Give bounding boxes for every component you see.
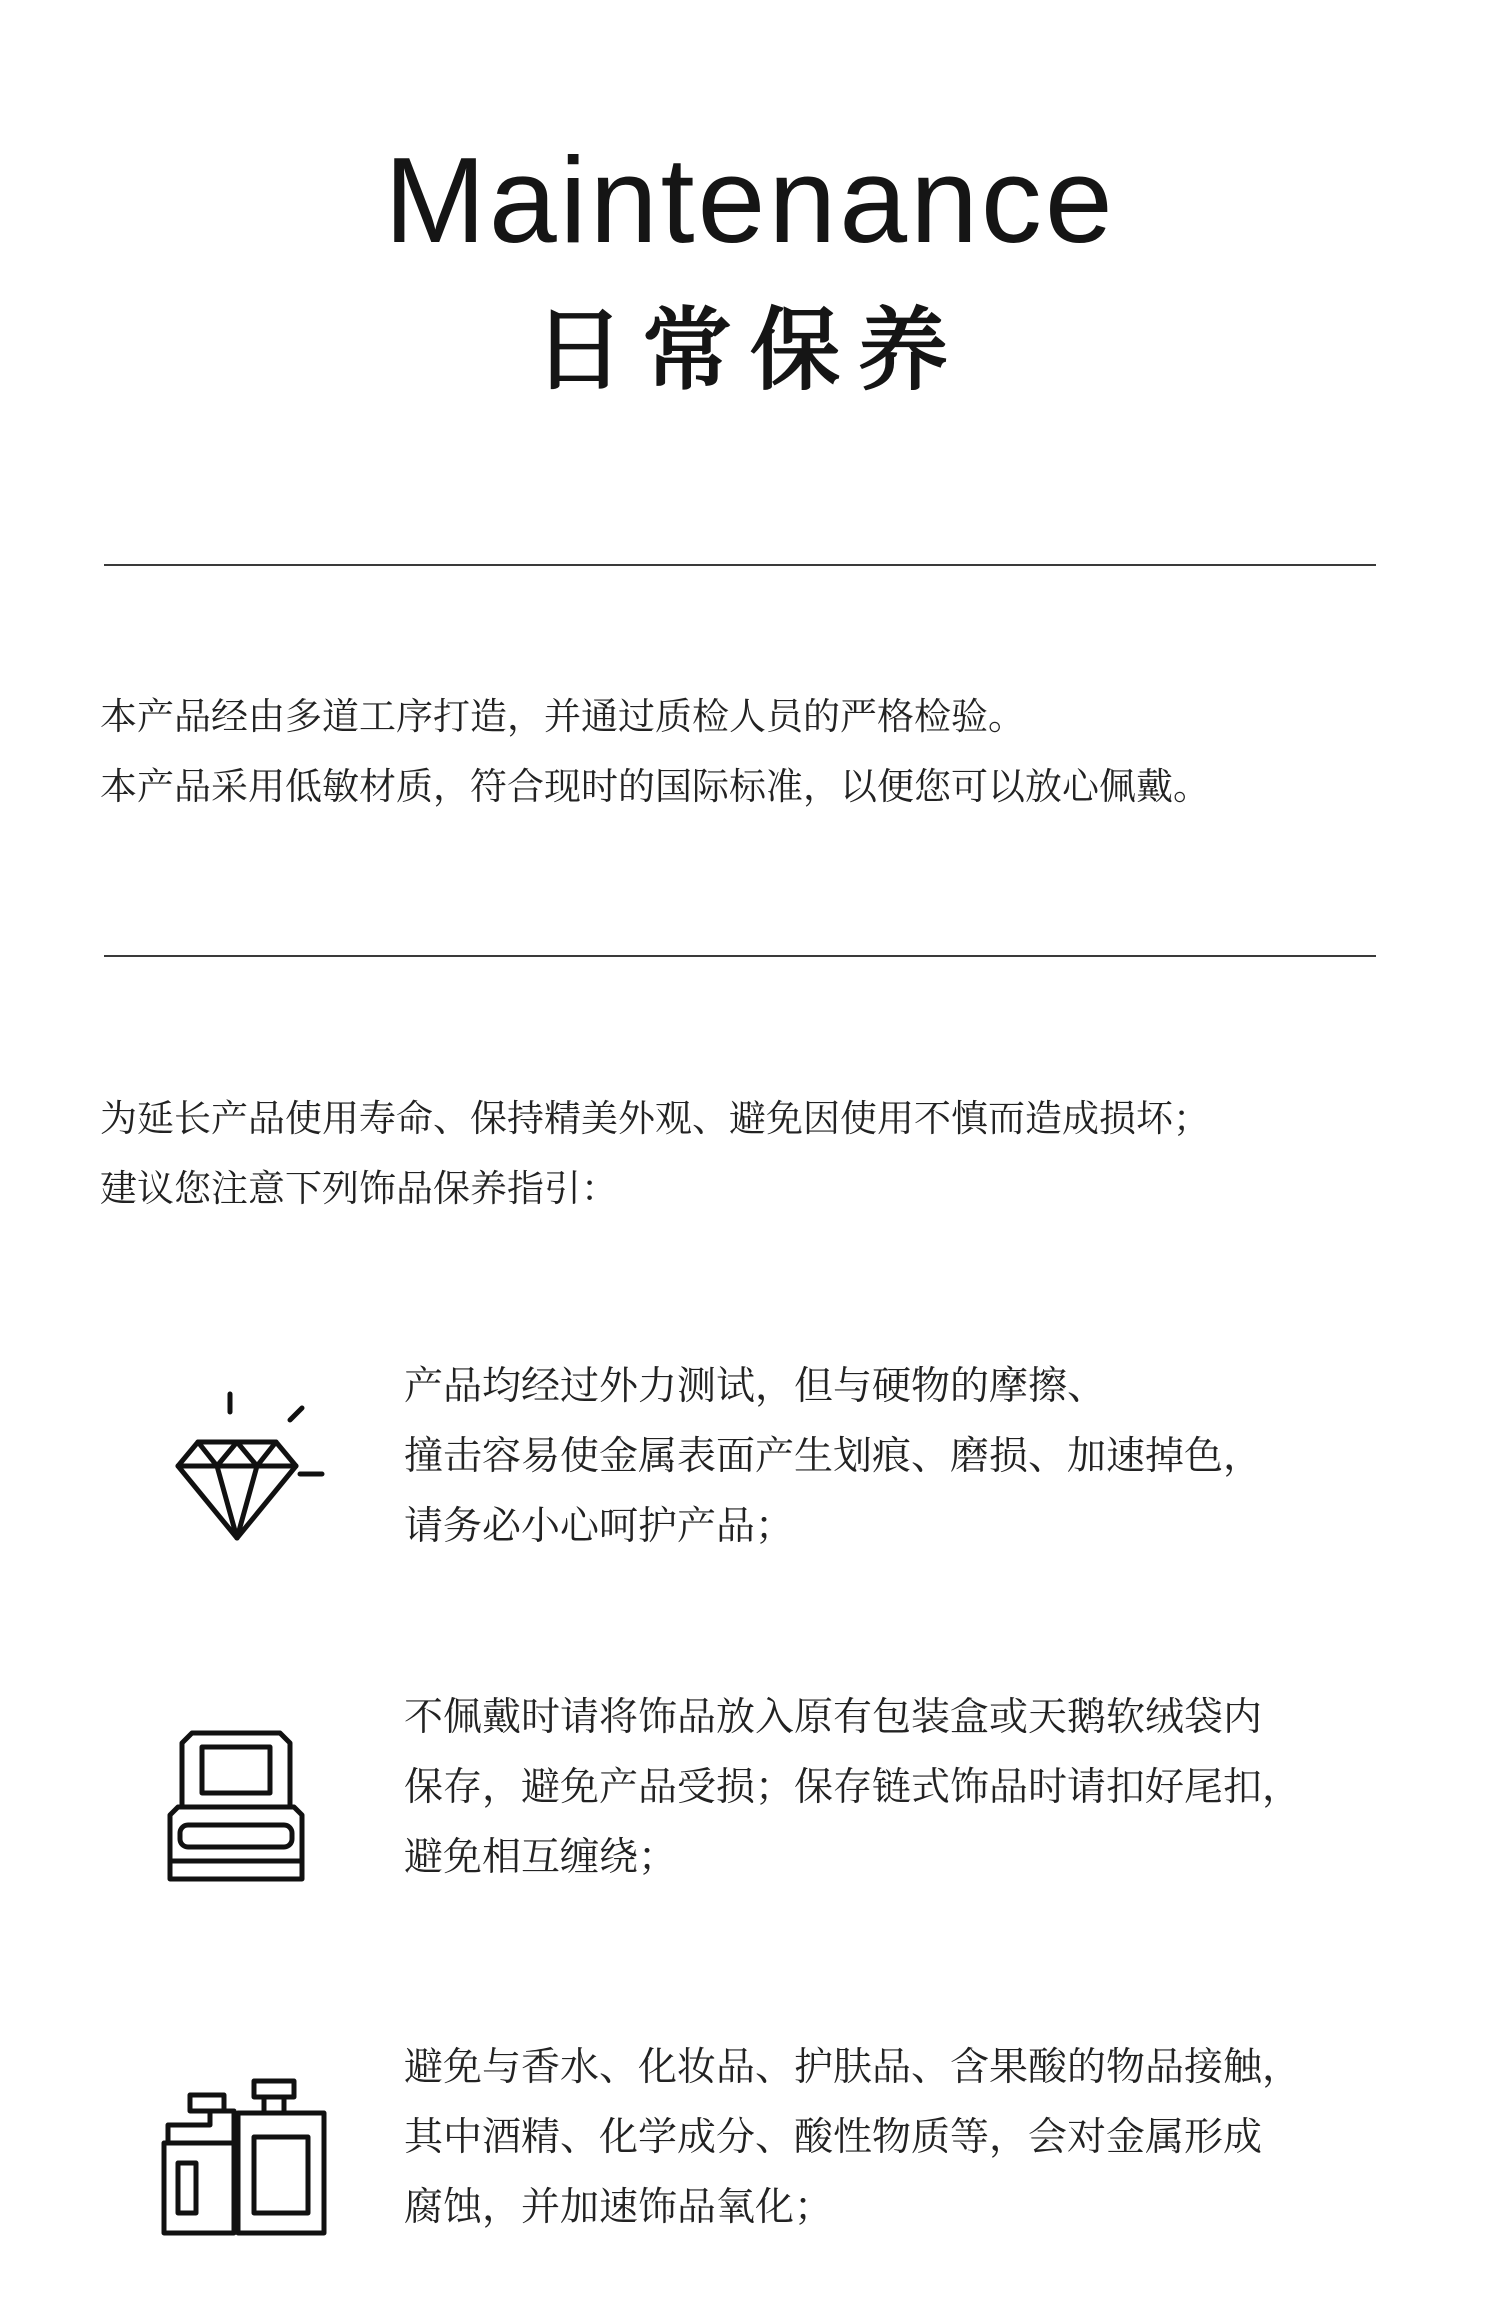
divider-middle: [104, 955, 1376, 957]
tip-text: [404, 1683, 1404, 1893]
tip-line: 保存，避免产品受损；保存链式饰品时请扣好尾扣，: [404, 1765, 1302, 1810]
tip-line: 避免与香水、化妆品、护肤品、含果酸的物品接触，: [404, 2045, 1302, 2090]
guide-line: 为延长产品使用寿命、保持精美外观、避免因使用不慎而造成损坏；: [100, 1097, 1210, 1140]
intro-paragraph: [100, 682, 1420, 822]
cosmetic-bottles-icon: [150, 2051, 340, 2241]
tip-text: [404, 2033, 1404, 2243]
guide-paragraph: [100, 1084, 1420, 1224]
tip-line: 其中酒精、化学成分、酸性物质等，会对金属形成: [404, 2115, 1263, 2160]
tip-line: 不佩戴时请将饰品放入原有包装盒或天鹅软绒袋内: [404, 1695, 1263, 1740]
divider-top: [104, 564, 1376, 566]
page-title-en: Maintenance: [384, 132, 1116, 268]
intro-line: 本产品经由多道工序打造，并通过质检人员的严格检验。: [100, 695, 1025, 738]
tip-text: [404, 1352, 1404, 1562]
guide-line: 建议您注意下列饰品保养指引：: [100, 1167, 618, 1210]
jewelry-box-icon: [150, 1701, 340, 1891]
tip-line: 腐蚀，并加速饰品氧化；: [404, 2185, 834, 2230]
tip-line: 避免相互缠绕；: [404, 1835, 678, 1880]
intro-line: 本产品采用低敏材质，符合现时的国际标准，以便您可以放心佩戴。: [100, 765, 1210, 808]
tip-line: 撞击容易使金属表面产生划痕、磨损、加速掉色，: [404, 1434, 1263, 1479]
tip-line: 产品均经过外力测试，但与硬物的摩擦、: [404, 1364, 1107, 1409]
page-title-cn: 日常保养: [534, 298, 966, 403]
tip-line: 请务必小心呵护产品；: [404, 1504, 795, 1549]
diamond-icon: [150, 1370, 340, 1560]
